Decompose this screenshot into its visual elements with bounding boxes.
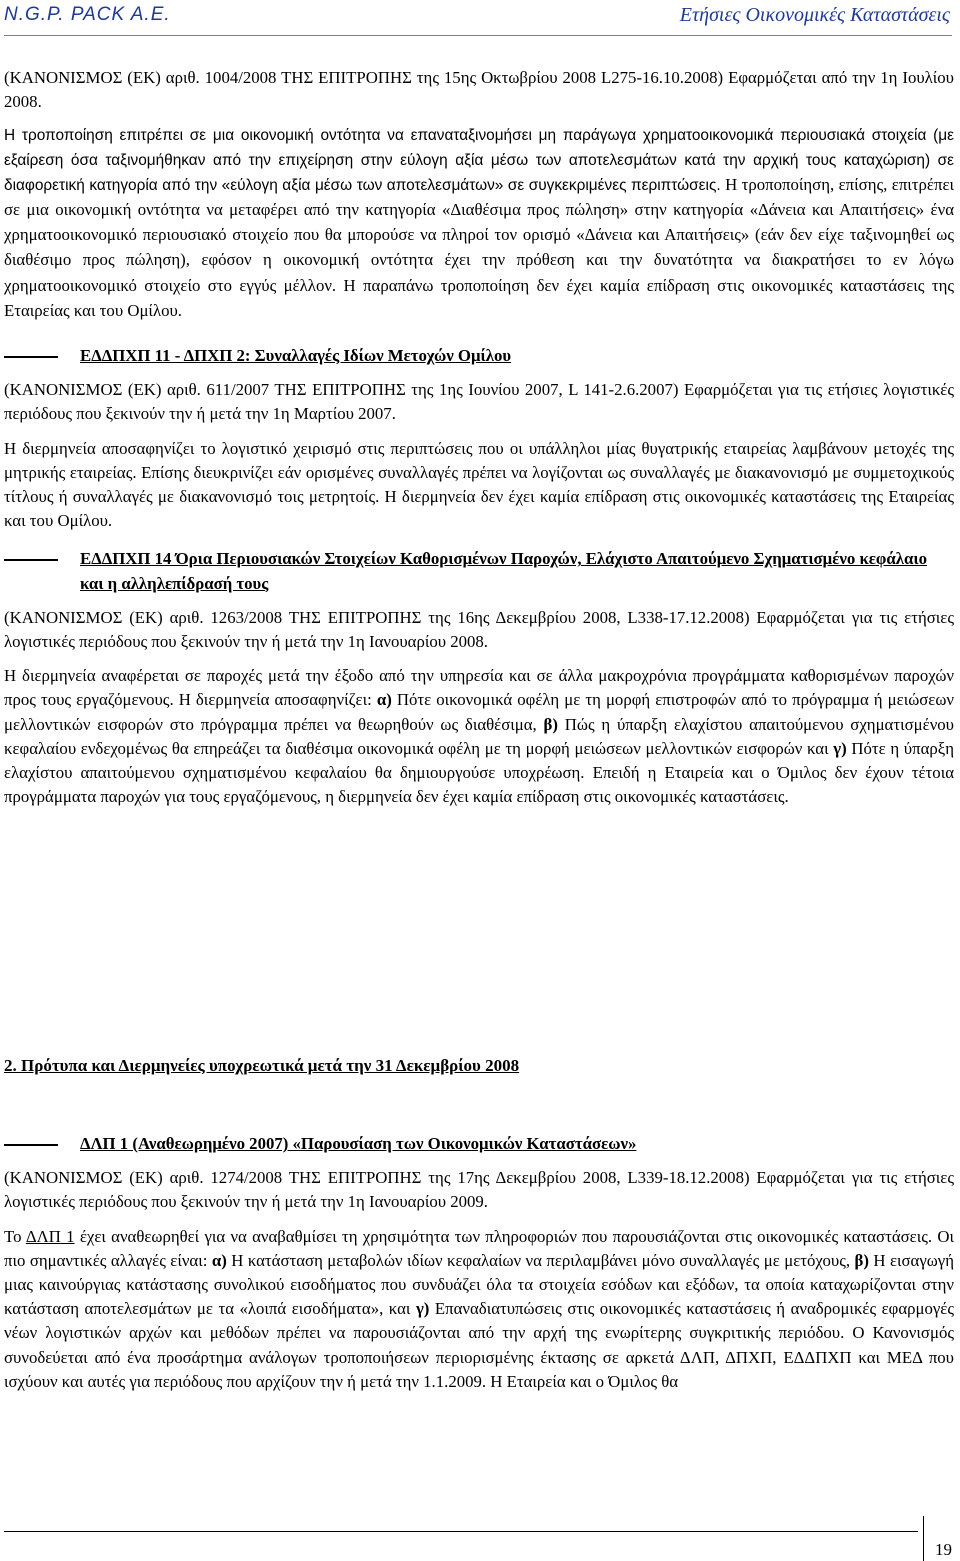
paragraph-text: Πώς η ύπαρξη ελαχίστου απαιτούμενου σχηματισμένου κεφαλαίου ενδεχομένως θα επηρεάζει τα διαθέσιμα οικονομικά οφέλη με τη μορφή μειώσεων μελλοντικών εισφορών και (4, 714, 954, 758)
paragraph (4, 664, 954, 809)
section-heading (4, 1132, 954, 1156)
list-marker: β) (543, 714, 558, 734)
paragraph-text: Το (4, 1226, 26, 1246)
paragraph-text: Η τροποποίηση, επίσης, επιτρέπει σε μια οικονομική οντότητα να μεταφέρει από την κατηγορία «Διαθέσιμα προς πώληση» στην κατηγορία «Δάνεια και Απαιτήσεις» ένα χρηματοοικονομικό περιουσιακό στοιχείο που θα μπορούσε να πληροί τον ορισμό «Δάνεια και Απαιτήσεις» (εάν δεν είχε ταξινομηθεί ως διαθέσιμο προς πώληση), εφόσον η οικονομική οντότητα έχει την πρόθεση και την δυνατότητα να διακρατήσει το εν λόγω χρηματοοικονομικό στοιχείο στο εγγύς μέλλον. Η παραπάνω τροποποίηση δεν έχει καμία επίδραση στις οικονομικές καταστάσεις της Εταιρείας και του Ομίλου. (4, 174, 955, 320)
list-marker: γ) (415, 1299, 430, 1319)
list-marker: α) (376, 690, 392, 710)
paragraph (4, 1225, 954, 1394)
header-rule (4, 35, 952, 36)
section-heading (4, 344, 954, 368)
paragraph (4, 124, 954, 324)
section-heading-text: ΔΛΠ 1 (Αναθεωρημένο 2007) «Παρουσίαση των Οικονομικών Καταστάσεων» (80, 1134, 637, 1153)
paragraph-text: Πότε η ύπαρξη ελαχίστου απαιτούμενου σχηματισμένου κεφαλαίου θα δημιουργούσε υποχρέωση. Επειδή η Εταιρεία και ο Όμιλος δεν έχουν τέτοια προγράμματα παροχών για τους εργαζόμενους, η διερμηνεία δεν έχει καμία επίδραση στις οικονομικές καταστάσεις. (4, 738, 955, 807)
standard-reference: ΔΛΠ 1 (25, 1226, 75, 1246)
dash-marker (4, 559, 58, 561)
paragraph-text: Πότε οικονομικά οφέλη με τη μορφή επιστροφών από το πρόγραμμα ή μειώσεων μελλοντικών εισφορών στο πρόγραμμα πρέπει να θεωρηθούν ως διαθέσιμα, (4, 690, 954, 734)
regulation-ref: (ΚΑΝΟΝΙΣΜΟΣ (ΕΚ) αριθ. 1274/2008 ΤΗΣ ΕΠΙΤΡΟΠΗΣ της 17ης Δεκεμβρίου 2008, L339-18.12.2008) Εφαρμόζεται για τις ετήσιες λογιστικές περιόδους που ξεκινούν την ή μετά την 1η Ιανουαρίου 2009. (4, 1168, 954, 1212)
paragraph: Η διερμηνεία αποσαφηνίζει το λογιστικό χειρισμό στις περιπτώσεις που οι υπάλληλοι μίας θυγατρικής εταιρείας λαμβάνουν μετοχές της μητρικής εταιρείας. Επίσης διευκρινίζει εάν ορισμένες συναλλαγές πρέπει να λογίζονται ως συναλλαγές με διακανονισμό με συμμετοχικούς τίτλους ή συναλλαγές με διακανονισμό τοις μετρητοίς. Η διερμηνεία δεν έχει καμία επίδραση στις οικονομικές καταστάσεις της Εταιρείας και του Ομίλου. (4, 438, 954, 531)
footer-rule (4, 1531, 918, 1532)
section-heading (4, 547, 954, 595)
paragraph-text: Η εισαγωγή μιας καινούργιας κατάστασης συνολικού εισοδήματος που συνδυάζει όλα τα στοιχεία εσόδων και εξόδων, τα οποία καταχωρίζονται στην κατάσταση αποτελεσμάτων με τα «λοιπά εισοδήματα», και (4, 1250, 954, 1319)
section-heading-text: ΕΔΔΠΧΠ 11 - ΔΠΧΠ 2: Συναλλαγές Ιδίων Μετοχών Ομίλου (80, 346, 512, 366)
list-marker: γ) (833, 738, 847, 758)
main-content-2 (4, 1132, 954, 1394)
paragraph-text: Η τροποποίηση επιτρέπει σε μια οικονομική οντότητα να επαναταξινομήσει μη παράγωγα χρηματοοικονομικά περιουσιακά στοιχεία (με εξαίρεση όσα ταξινομήθηκαν από την επιχείρηση στην εύλογη αξία μέσω των αποτελεσμάτων κατά την αρχική τους καταχώριση) σε διαφορετική κατηγορία από την «εύλογη αξία μέσω των αποτελεσμάτων» σε συγκεκριμένες περιπτώσεις. (4, 127, 954, 194)
paragraph-text: έχει αναθεωρηθεί για να αναβαθμίσει τη χρησιμότητα των πληροφοριών που παρουσιάζονται στις οικονομικές καταστάσεις. Οι πιο σημαντικές αλλαγές είναι: (4, 1226, 954, 1270)
section-title: 2. Πρότυπα και Διερμηνείες υποχρεωτικά μετά την 31 Δεκεμβρίου 2008 (4, 1056, 520, 1075)
paragraph-text: Η κατάσταση μεταβολών ιδίων κεφαλαίων να περιλαμβάνει μόνο συναλλαγές με μετόχους, (226, 1250, 855, 1270)
regulation-ref: (ΚΑΝΟΝΙΣΜΟΣ (ΕΚ) αριθ. 1263/2008 ΤΗΣ ΕΠΙΤΡΟΠΗΣ της 16ης Δεκεμβρίου 2008, L338-17.12.2008) Εφαρμόζεται για τις ετήσιες λογιστικές περιόδους που ξεκινούν την ή μετά την 1η Ιανουαρίου 2008. (4, 607, 954, 652)
page-number: 19 (935, 1540, 952, 1559)
company-name: N.G.P. PACK A.E. (4, 4, 171, 25)
list-marker: β) (854, 1250, 869, 1270)
page-header (0, 4, 960, 38)
main-content (4, 66, 954, 809)
list-marker: α) (211, 1250, 227, 1270)
dash-marker (4, 356, 58, 358)
regulation-ref: (ΚΑΝΟΝΙΣΜΟΣ (ΕΚ) αριθ. 1004/2008 ΤΗΣ ΕΠΙΤΡΟΠΗΣ της 15ης Οκτωβρίου 2008 L275-16.10.2008) Εφαρμόζεται από την 1η Ιουλίου 2008. (4, 68, 954, 112)
paragraph-text: Επαναδιατυπώσεις στις οικονομικές καταστάσεις ή αναδρομικές εφαρμογές νέων λογιστικών αρχών και μεθόδων πρέπει να παρουσιάζονται από την αρχή της ενωρίτερης συγκριτικής περιόδου. Ο Κανονισμός συνοδεύεται από ένα προσάρτημα ανάλογων τροποποιήσεων περιορισμένης έκτασης σε αρκετά ΔΛΠ, ΔΠΧΠ, ΕΔΔΠΧΠ και ΜΕΔ που ισχύουν και αυτές για περιόδους που αρχίζουν την ή μετά την 1.1.2009. Η Εταιρεία και ο Όμιλος θα (4, 1299, 955, 1391)
section-heading-text: ΕΔΔΠΧΠ 14 Όρια Περιουσιακών Στοιχείων Καθορισμένων Παροχών, Ελάχιστο Απαιτούμενο Σχηματισμένο κεφάλαιο και η αλληλεπίδρασή τους (80, 549, 927, 593)
document-title: Ετήσιες Οικονομικές Καταστάσεις (679, 4, 950, 26)
paragraph-text: Η διερμηνεία αναφέρεται σε παροχές μετά την έξοδο από την υπηρεσία και σε άλλα μακροχρόνια προγράμματα καθορισμένων παροχών προς τους εργαζόμενους. Η διερμηνεία αποσαφηνίζει: (4, 666, 954, 710)
dash-marker (4, 1144, 58, 1146)
regulation-ref: (ΚΑΝΟΝΙΣΜΟΣ (ΕΚ) αριθ. 611/2007 ΤΗΣ ΕΠΙΤΡΟΠΗΣ της 1ης Ιουνίου 2007, L 141-2.6.2007) Εφαρμόζεται για τις ετήσιες λογιστικές περιόδους που ξεκινούν την ή μετά την 1η Μαρτίου 2007. (4, 380, 954, 424)
